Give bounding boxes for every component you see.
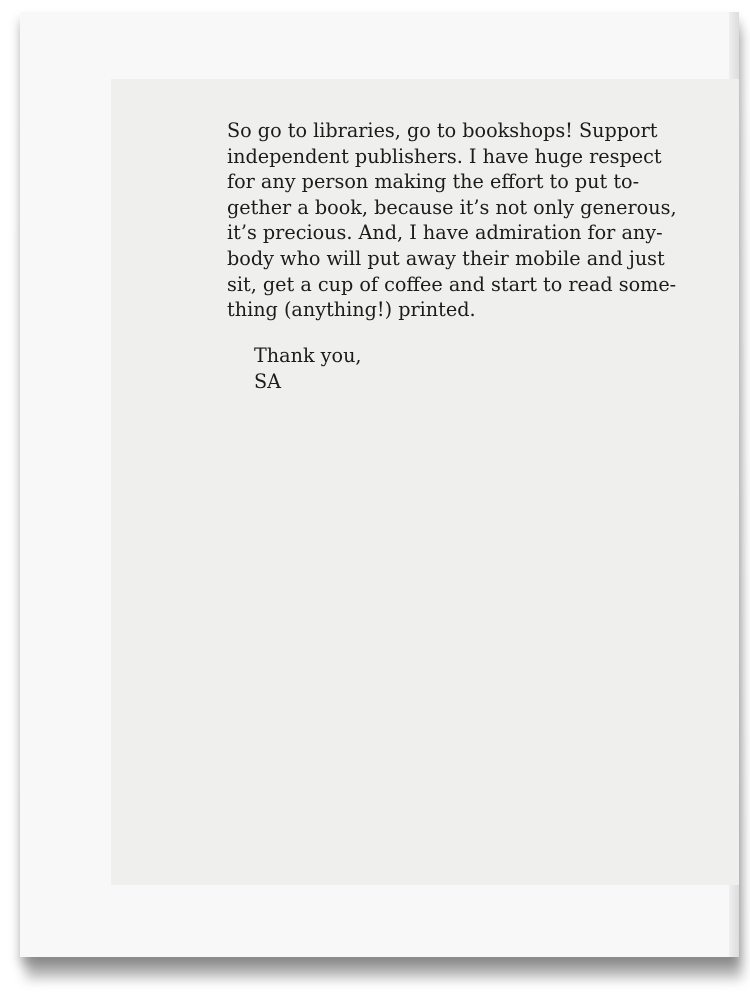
closing-text: Thank you,: [254, 344, 362, 367]
body-paragraph: [227, 118, 677, 323]
paragraph-line: gether a book, because it’s not only generous,: [227, 195, 677, 219]
paragraph-line: So go to libraries, go to bookshops! Support: [227, 119, 658, 142]
signature-text: SA: [254, 369, 282, 393]
paragraph-line: independent publishers. I have huge respect: [227, 144, 662, 168]
paragraph-line: sit, get a cup of coffee and start to read some-: [227, 272, 677, 296]
signoff-block: [254, 343, 362, 394]
paragraph-line: body who will put away their mobile and just: [227, 246, 665, 270]
paragraph-line: it’s precious. And, I have admiration for any-: [227, 221, 663, 245]
paragraph-line: for any person making the effort to put to-: [227, 170, 640, 194]
paragraph-line: thing (anything!) printed.: [227, 298, 476, 322]
